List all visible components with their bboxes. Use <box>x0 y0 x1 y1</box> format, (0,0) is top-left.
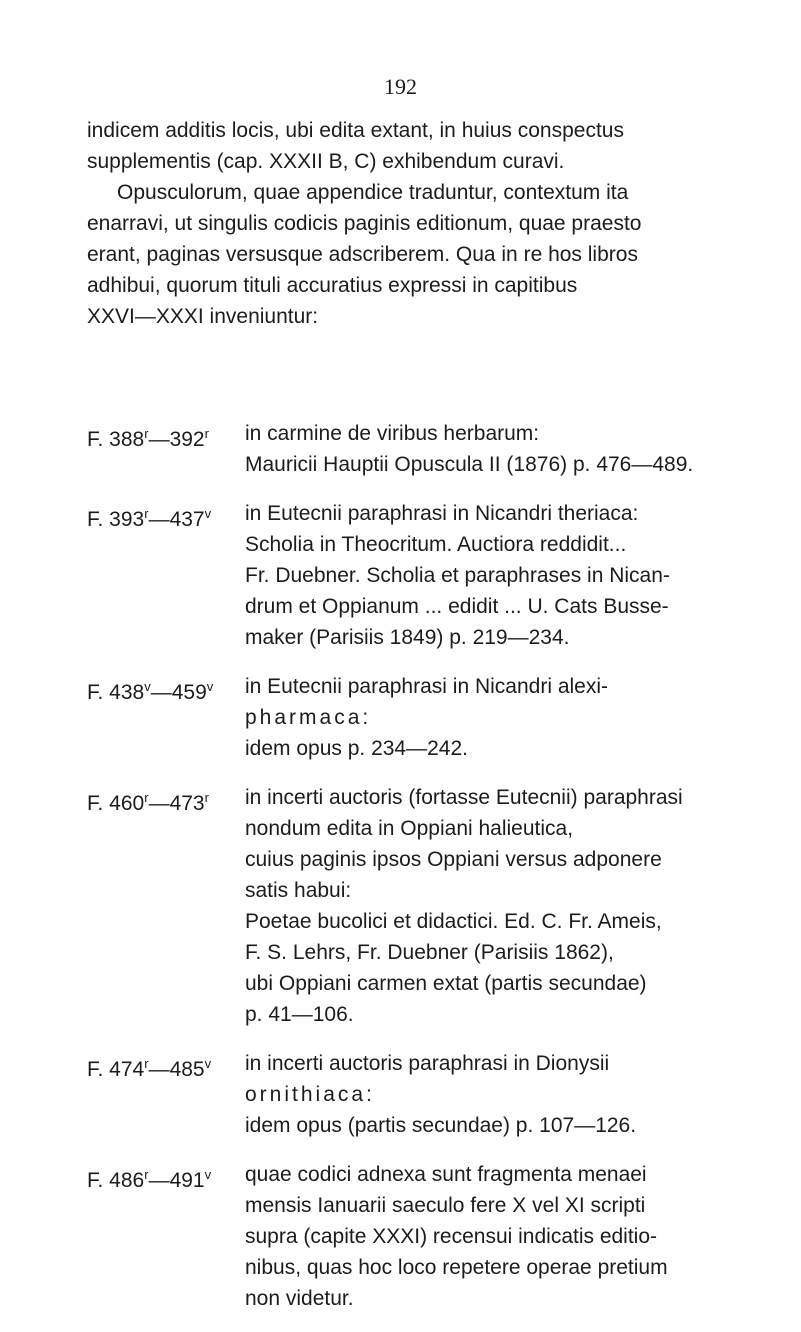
folio-range: F. 393$^r$—437$^v$ <box>87 506 212 531</box>
entry-line: in incerti auctoris (fortasse Eutecnii) paraphrasi <box>245 786 683 809</box>
intro-line: indicem additis locis, ubi edita extant, in huius conspectus <box>87 119 624 142</box>
folio-range: F. 474$^r$—485$^v$ <box>87 1056 212 1081</box>
entry <box>87 1159 767 1314</box>
folio-range: F. 486$^r$—491$^v$ <box>87 1167 212 1192</box>
folio-range: F. 460$^r$—473$^r$ <box>87 790 209 815</box>
entry-line: p. 41—106. <box>245 1003 354 1026</box>
entry-line: Scholia in Theocritum. Auctiora reddidit... <box>245 533 627 556</box>
intro-paragraph <box>87 115 737 332</box>
intro-line: supplementis (cap. XXXII B, C) exhibendum curavi. <box>87 150 565 173</box>
intro-line: Opusculorum, quae appendice traduntur, contextum ita <box>117 181 629 204</box>
entry-line: in carmine de viribus herbarum: <box>245 422 540 445</box>
entry-line: in Eutecnii paraphrasi in Nicandri theriaca: <box>245 502 639 525</box>
entry <box>87 1048 767 1141</box>
intro-line: enarravi, ut singulis codicis paginis editionum, quae praesto <box>87 212 642 235</box>
entry-line: mensis Ianuarii saeculo fere X vel XI scripti <box>245 1194 646 1217</box>
entry <box>87 498 767 653</box>
entry-line: nondum edita in Oppiani halieutica, <box>245 817 574 840</box>
intro-line: erant, paginas versusque adscriberem. Qua in re hos libros <box>87 243 638 266</box>
entry <box>87 418 767 480</box>
folio-range: F. 438$^v$—459$^v$ <box>87 679 214 704</box>
intro-line: adhibui, quorum tituli accuratius expressi in capitibus <box>87 274 578 297</box>
entry-line: idem opus (partis secundae) p. 107—126. <box>245 1114 637 1137</box>
folio-range: F. 388$^r$—392$^r$ <box>87 426 209 451</box>
manuscript-entries <box>87 418 767 1332</box>
entry-line: satis habui: <box>245 879 352 902</box>
entry-line: Mauricii Hauptii Opuscula II (1876) p. 476—489. <box>245 453 694 476</box>
page-number: 192 <box>384 74 417 99</box>
entry-line: ornithiaca: <box>245 1083 375 1106</box>
entry-line: maker (Parisiis 1849) p. 219—234. <box>245 626 570 649</box>
entry-line: cuius paginis ipsos Oppiani versus adponere <box>245 848 662 871</box>
entry-line: ubi Oppiani carmen extat (partis secundae) <box>245 972 647 995</box>
intro-line: XXVI—XXXI inveniuntur: <box>87 305 319 328</box>
entry-line: idem opus p. 234—242. <box>245 737 468 760</box>
entry <box>87 671 767 764</box>
entry-line: Fr. Duebner. Scholia et paraphrases in Nican- <box>245 564 670 587</box>
entry-line: in incerti auctoris paraphrasi in Dionysii <box>245 1052 610 1075</box>
entry <box>87 782 767 1030</box>
entry-line: F. S. Lehrs, Fr. Duebner (Parisiis 1862), <box>245 941 614 964</box>
entry-line: Poetae bucolici et didactici. Ed. C. Fr. Ameis, <box>245 910 662 933</box>
entry-line: quae codici adnexa sunt fragmenta menaei <box>245 1163 647 1186</box>
entry-line: nibus, quas hoc loco repetere operae pretium <box>245 1256 668 1279</box>
entry-line: pharmaca: <box>245 706 372 729</box>
entry-line: drum et Oppianum ... edidit ... U. Cats Busse- <box>245 595 669 618</box>
entry-line: supra (capite XXXI) recensui indicatis editio- <box>245 1225 658 1248</box>
entry-line: in Eutecnii paraphrasi in Nicandri alexi- <box>245 675 609 698</box>
entry-line: non videtur. <box>245 1287 354 1310</box>
